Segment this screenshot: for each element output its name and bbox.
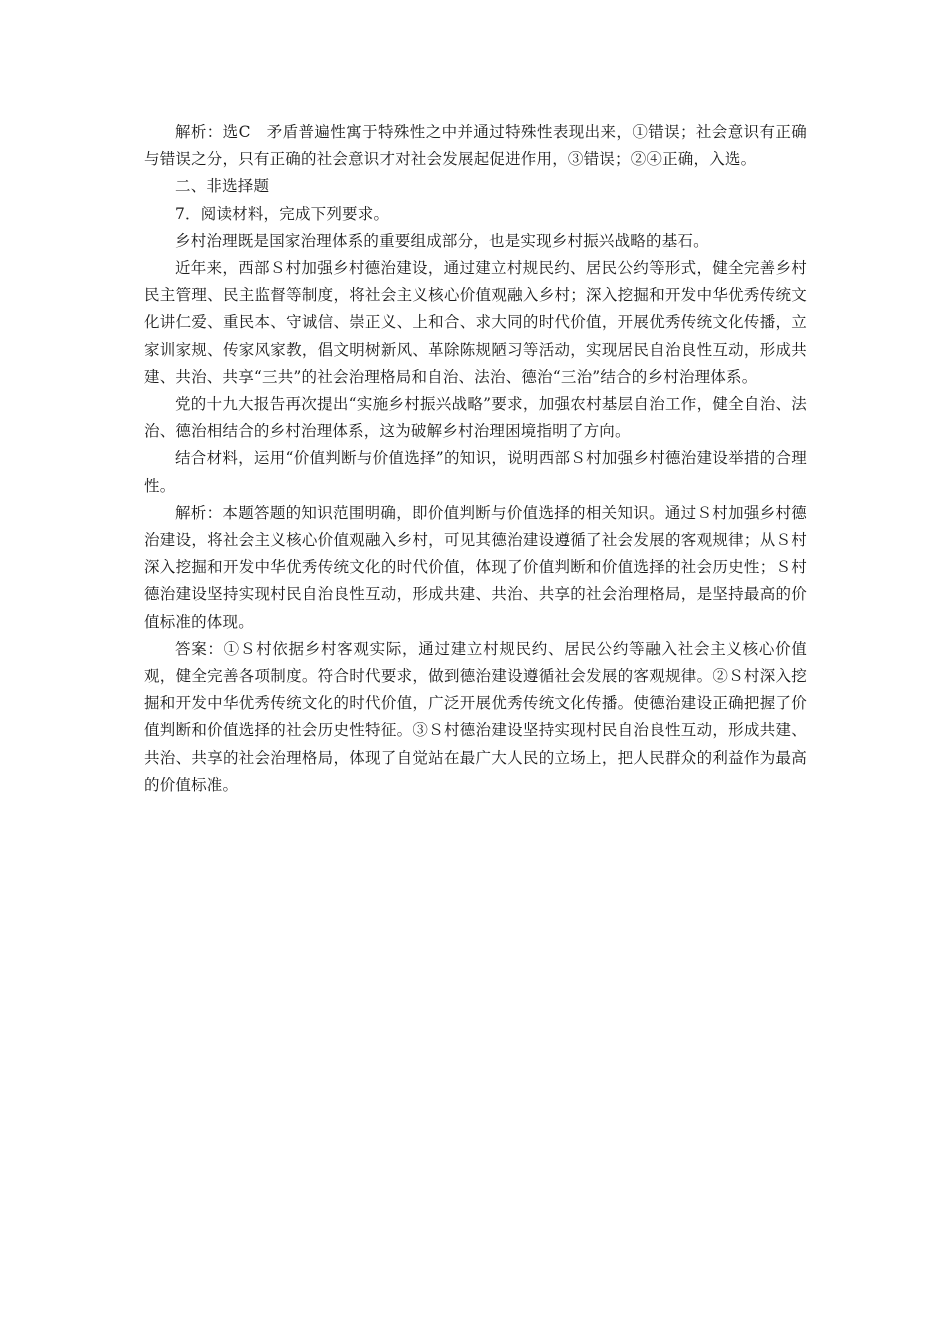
analysis-paragraph-q7: 解析：本题答题的知识范围明确，即价值判断与价值选择的相关知识。通过Ｓ村加强乡村德治建设，将社会主义核心价值观融入乡村，可见其德治建设遵循了社会发展的客观规律；从Ｓ村深入挖掘和开发中华优秀传统文化的时代价值，体现了价值判断和价值选择的社会历史性；Ｓ村德治建设坚持实现村民自治良性互动，形成共建、共治、共享的社会治理格局，是坚持最高的价值标准的体现。: [144, 503, 807, 631]
document-body: [144, 119, 807, 799]
material-paragraph-3: 党的十九大报告再次提出“实施乡村振兴战略”要求，加强农村基层自治工作，健全自治、法治、德治相结合的乡村治理体系，这为破解乡村治理困境指明了方向。: [144, 395, 807, 441]
material-paragraph-2: 近年来，西部Ｓ村加强乡村德治建设，通过建立村规民约、居民公约等形式，健全完善乡村民主管理、民主监督等制度，将社会主义核心价值观融入乡村；深入挖掘和开发中华优秀传统文化讲仁爱、重民本、守诚信、崇正义、上和合、求大同的时代价值，开展优秀传统文化传播，立家训家规、传家风家教，倡文明树新风、革除陈规陋习等活动，实现居民自治良性互动，形成共建、共治、共享“三共”的社会治理格局和自治、法治、德治“三治”结合的乡村治理体系。: [144, 259, 807, 386]
section-heading: 二、非选择题: [175, 177, 270, 196]
analysis-paragraph-q6: 解析：选C 矛盾普遍性寓于特殊性之中并通过特殊性表现出来，①错误；社会意识有正确与错误之分，只有正确的社会意识才对社会发展起促进作用，③错误；②④正确，入选。: [144, 123, 807, 169]
question-7-task: 结合材料，运用“价值判断与价值选择”的知识，说明西部Ｓ村加强乡村德治建设举措的合理性。: [144, 449, 807, 495]
material-paragraph-1: 乡村治理既是国家治理体系的重要组成部分，也是实现乡村振兴战略的基石。: [175, 231, 709, 250]
question-7-prompt: 7．阅读材料，完成下列要求。: [175, 204, 390, 223]
answer-paragraph-q7: 答案：①Ｓ村依据乡村客观实际，通过建立村规民约、居民公约等融入社会主义核心价值观，健全完善各项制度。符合时代要求，做到德治建设遵循社会发展的客观规律。②Ｓ村深入挖掘和开发中华优秀传统文化的时代价值，广泛开展优秀传统文化传播。使德治建设正确把握了价值判断和价值选择的社会历史性特征。③Ｓ村德治建设坚持实现村民自治良性互动，形成共建、共治、共享的社会治理格局，体现了自觉站在最广大人民的立场上，把人民群众的利益作为最高的价值标准。: [144, 639, 807, 794]
